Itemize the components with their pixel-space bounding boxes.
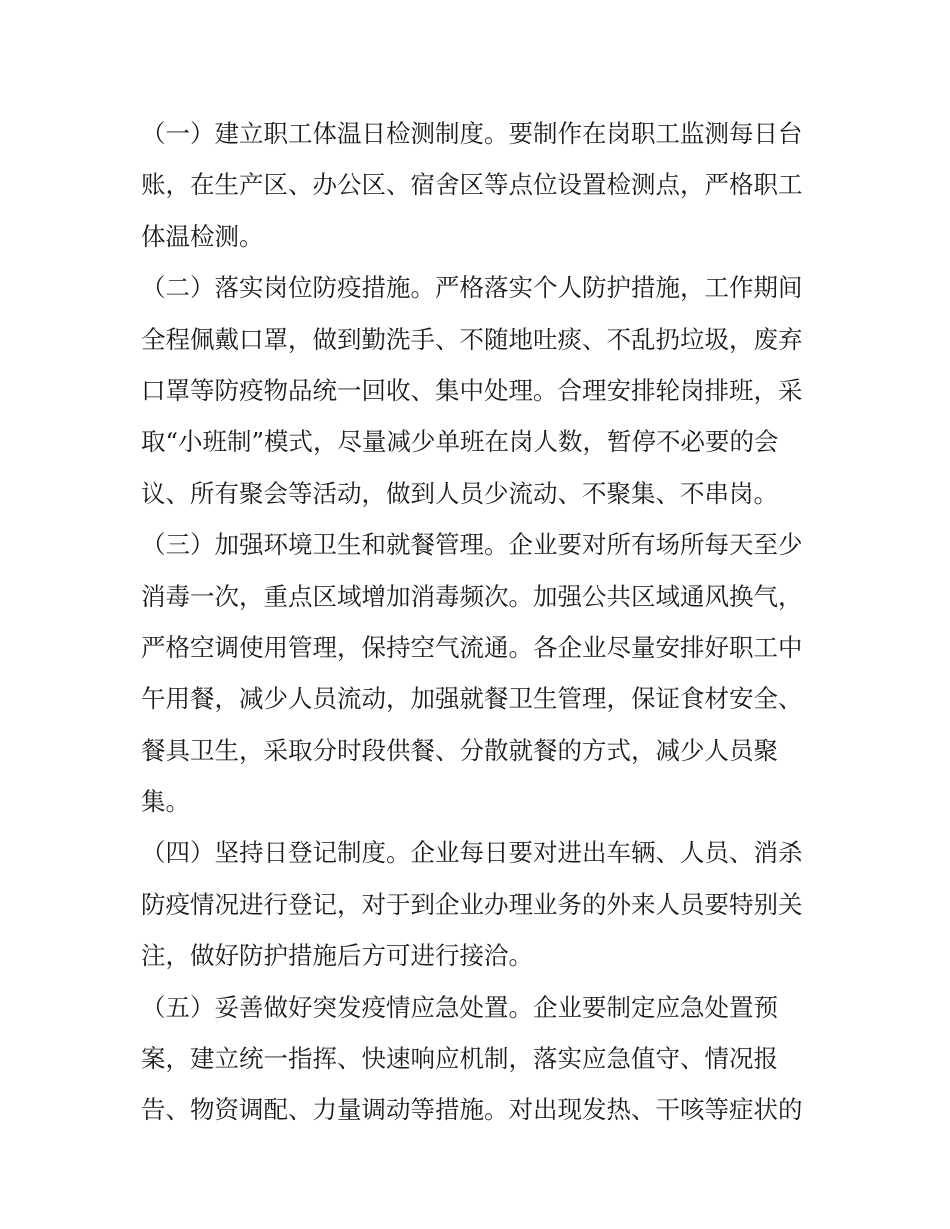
text-line: （四）坚持日登记制度。企业每日要对进出车辆、人员、消杀: [141, 838, 803, 868]
text-line: 消毒一次，重点区域增加消毒频次。加强公共区域通风换气，: [141, 581, 803, 611]
text-line: 体温检测。: [141, 221, 264, 251]
text-line: （二）落实岗位防疫措施。严格落实个人防护措施，工作期间: [141, 273, 803, 303]
text-line: 防疫情况进行登记，对于到企业办理业务的外来人员要特别关: [141, 889, 803, 919]
text-line: 取“小班制”模式，尽量减少单班在岗人数，暂停不必要的会: [141, 427, 779, 457]
document-body: [141, 108, 821, 1136]
text-line: （一）建立职工体温日检测制度。要制作在岗职工监测每日台: [141, 119, 803, 148]
text-line: 严格空调使用管理，保持空气流通。各企业尽量安排好职工中: [141, 632, 803, 662]
text-line: （五）妥善做好突发疫情应急处置。企业要制定应急处置预: [141, 992, 778, 1022]
text-line: 餐具卫生，采取分时段供餐、分散就餐的方式，减少人员聚: [141, 735, 778, 765]
text-line: 案，建立统一指挥、快速响应机制，落实应急值守、情况报: [141, 1044, 778, 1074]
text-line: 集。: [141, 787, 190, 817]
text-line: 注，做好防护措施后方可进行接洽。: [141, 941, 533, 971]
text-line: 告、物资调配、力量调动等措施。对出现发热、干咳等症状的: [141, 1095, 803, 1125]
text-line: 全程佩戴口罩，做到勤洗手、不随地吐痰、不乱扔垃圾，废弃: [141, 324, 803, 354]
text-line: 午用餐，减少人员流动，加强就餐卫生管理，保证食材安全、: [141, 684, 803, 714]
text-line: （三）加强环境卫生和就餐管理。企业要对所有场所每天至少: [141, 530, 803, 560]
text-line: 账，在生产区、办公区、宿舍区等点位设置检测点，严格职工: [141, 170, 803, 200]
text-line: 议、所有聚会等活动，做到人员少流动、不聚集、不串岗。: [141, 478, 778, 508]
text-line: 口罩等防疫物品统一回收、集中处理。合理安排轮岗排班，采: [141, 375, 803, 405]
